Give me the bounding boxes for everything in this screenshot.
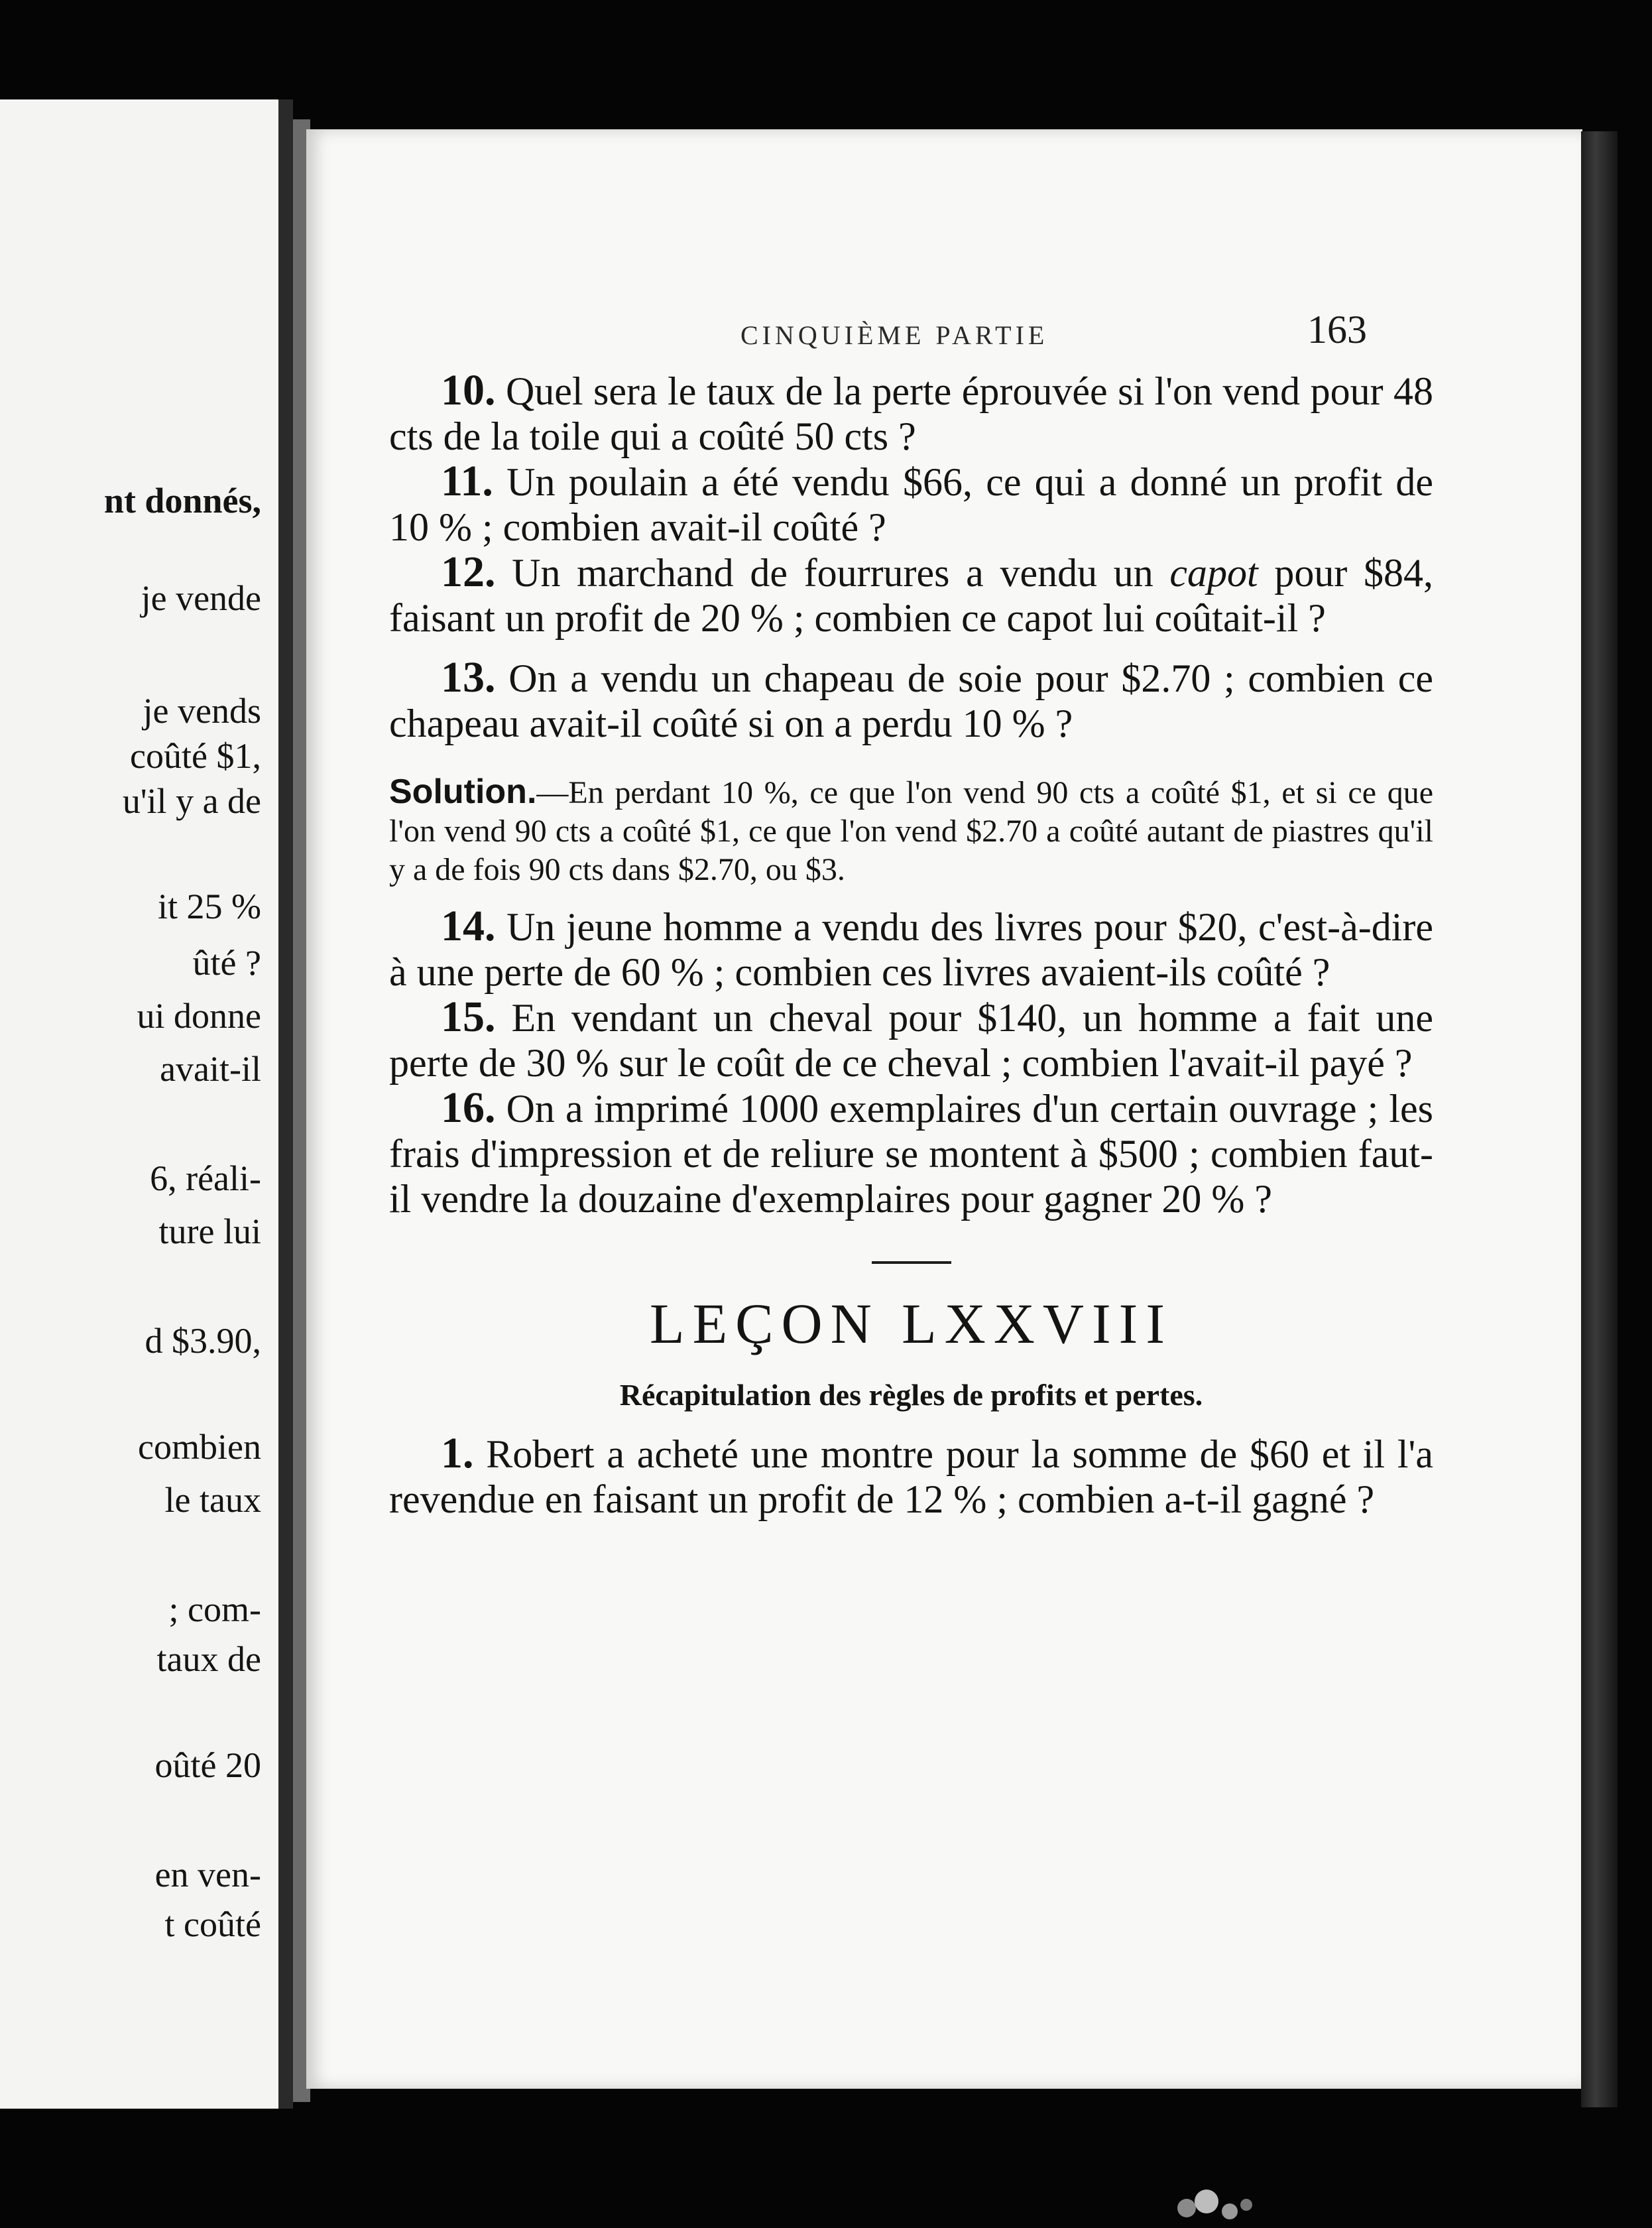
problem-text: pour $84, faisant un profit de 20 % ; combien ce capot lui coûtait-il ?: [389, 551, 1434, 640]
left-text-fragment: nt donnés,: [103, 481, 261, 521]
lesson-title: LEÇON LXXVIII: [650, 1292, 1173, 1355]
problem-number: 12.: [441, 548, 496, 596]
left-text-fragment: en ven-: [154, 1855, 261, 1894]
problem-text: En vendant un cheval pour $140, un homme a fait une perte de 30 % sur le coût de ce cheval ; combien l'avait-il payé ?: [389, 996, 1434, 1085]
problem-number: 16.: [441, 1083, 496, 1132]
left-text-fragment: oûté 20: [154, 1745, 261, 1785]
problem-text: Un marchand de fourrures a vendu un: [512, 551, 1170, 595]
problem-11: [389, 459, 1433, 550]
running-head: CINQUIÈME PARTIE: [740, 320, 1049, 350]
left-text-fragment: u'il y a de: [122, 781, 261, 821]
solution-text: —En perdant 10 %, ce que l'on vend 90 cts a coûté $1, et si ce que l'on vend 90 cts a coûté $1, ce que l'on vend $2.70 a coûté autant de piastres qu'il y a de fois 90 cts dans $2.70, ou $3.: [389, 775, 1433, 887]
left-text-fragment: combien: [138, 1427, 261, 1467]
section-divider: [872, 1261, 951, 1264]
problem-10: [389, 368, 1433, 459]
left-text-fragment: ûté ?: [192, 943, 261, 983]
problem-italic-word: capot: [1169, 551, 1258, 595]
problem-text: Robert a acheté une montre pour la somme de $60 et il l'a revendue en faisant un profit de 12 % ; combien a-t-il gagné ?: [389, 1432, 1434, 1521]
solution-block: [389, 773, 1433, 889]
book-page-edges: [1581, 131, 1618, 2107]
left-text-fragment: coûté $1,: [130, 736, 261, 776]
page-number: 163: [1307, 308, 1367, 351]
scan-dust-marks: [1160, 2182, 1279, 2228]
left-text-fragment: ; com-: [168, 1589, 261, 1629]
problem-15: [389, 995, 1433, 1085]
problem-14: [389, 904, 1433, 995]
problem-text: Quel sera le taux de la perte éprouvée si l'on vend pour 48 cts de la toile qui a coûté 50 cts ?: [389, 369, 1433, 458]
problem-number: 1.: [441, 1429, 474, 1477]
left-text-fragment: taux de: [156, 1639, 261, 1679]
problem-16: [389, 1085, 1433, 1221]
main-page: [306, 129, 1582, 2089]
solution-label: Solution.: [389, 773, 537, 811]
problem-number: 13.: [441, 653, 496, 702]
problem-number: 15.: [441, 993, 496, 1041]
left-text-fragment: it 25 %: [158, 887, 261, 926]
problem-number: 14.: [441, 902, 496, 950]
left-text-fragment: t coûté: [164, 1904, 261, 1944]
problem-text: Un poulain a été vendu $66, ce qui a donné un profit de 10 % ; combien avait-il coûté ?: [389, 460, 1434, 549]
left-text-fragment: je vends: [143, 691, 261, 731]
left-page-fragment: [0, 99, 293, 2109]
problem-text: Un jeune homme a vendu des livres pour $20, c'est-à-dire à une perte de 60 % ; combien ces livres avaient-ils coûté ?: [389, 905, 1433, 994]
lesson-subtitle: Récapitulation des règles de profits et pertes.: [619, 1378, 1203, 1412]
left-text-fragment: le taux: [164, 1480, 261, 1520]
left-text-fragment: ture lui: [158, 1211, 261, 1251]
left-text-fragment: je vende: [141, 578, 261, 618]
left-text-fragment: avait-il: [160, 1049, 261, 1089]
problem-12: [389, 550, 1433, 641]
problem-number: 11.: [441, 457, 493, 505]
problem-number: 10.: [441, 366, 496, 414]
page-content: [389, 368, 1433, 1522]
left-text-fragment: 6, réali-: [150, 1158, 261, 1198]
lesson-problem-1: [389, 1431, 1433, 1522]
problem-text: On a vendu un chapeau de soie pour $2.70 ; combien ce chapeau avait-il coûté si on a perdu 10 % ?: [389, 656, 1433, 745]
problem-text: On a imprimé 1000 exemplaires d'un certain ouvrage ; les frais d'impression et de reliure se montent à $500 ; combien faut-il vendre la douzaine d'exemplaires pour gagner 20 % ?: [389, 1087, 1434, 1221]
left-text-fragment: ui donne: [137, 996, 261, 1036]
left-text-fragment: d $3.90,: [145, 1321, 261, 1361]
problem-13: [389, 655, 1433, 746]
